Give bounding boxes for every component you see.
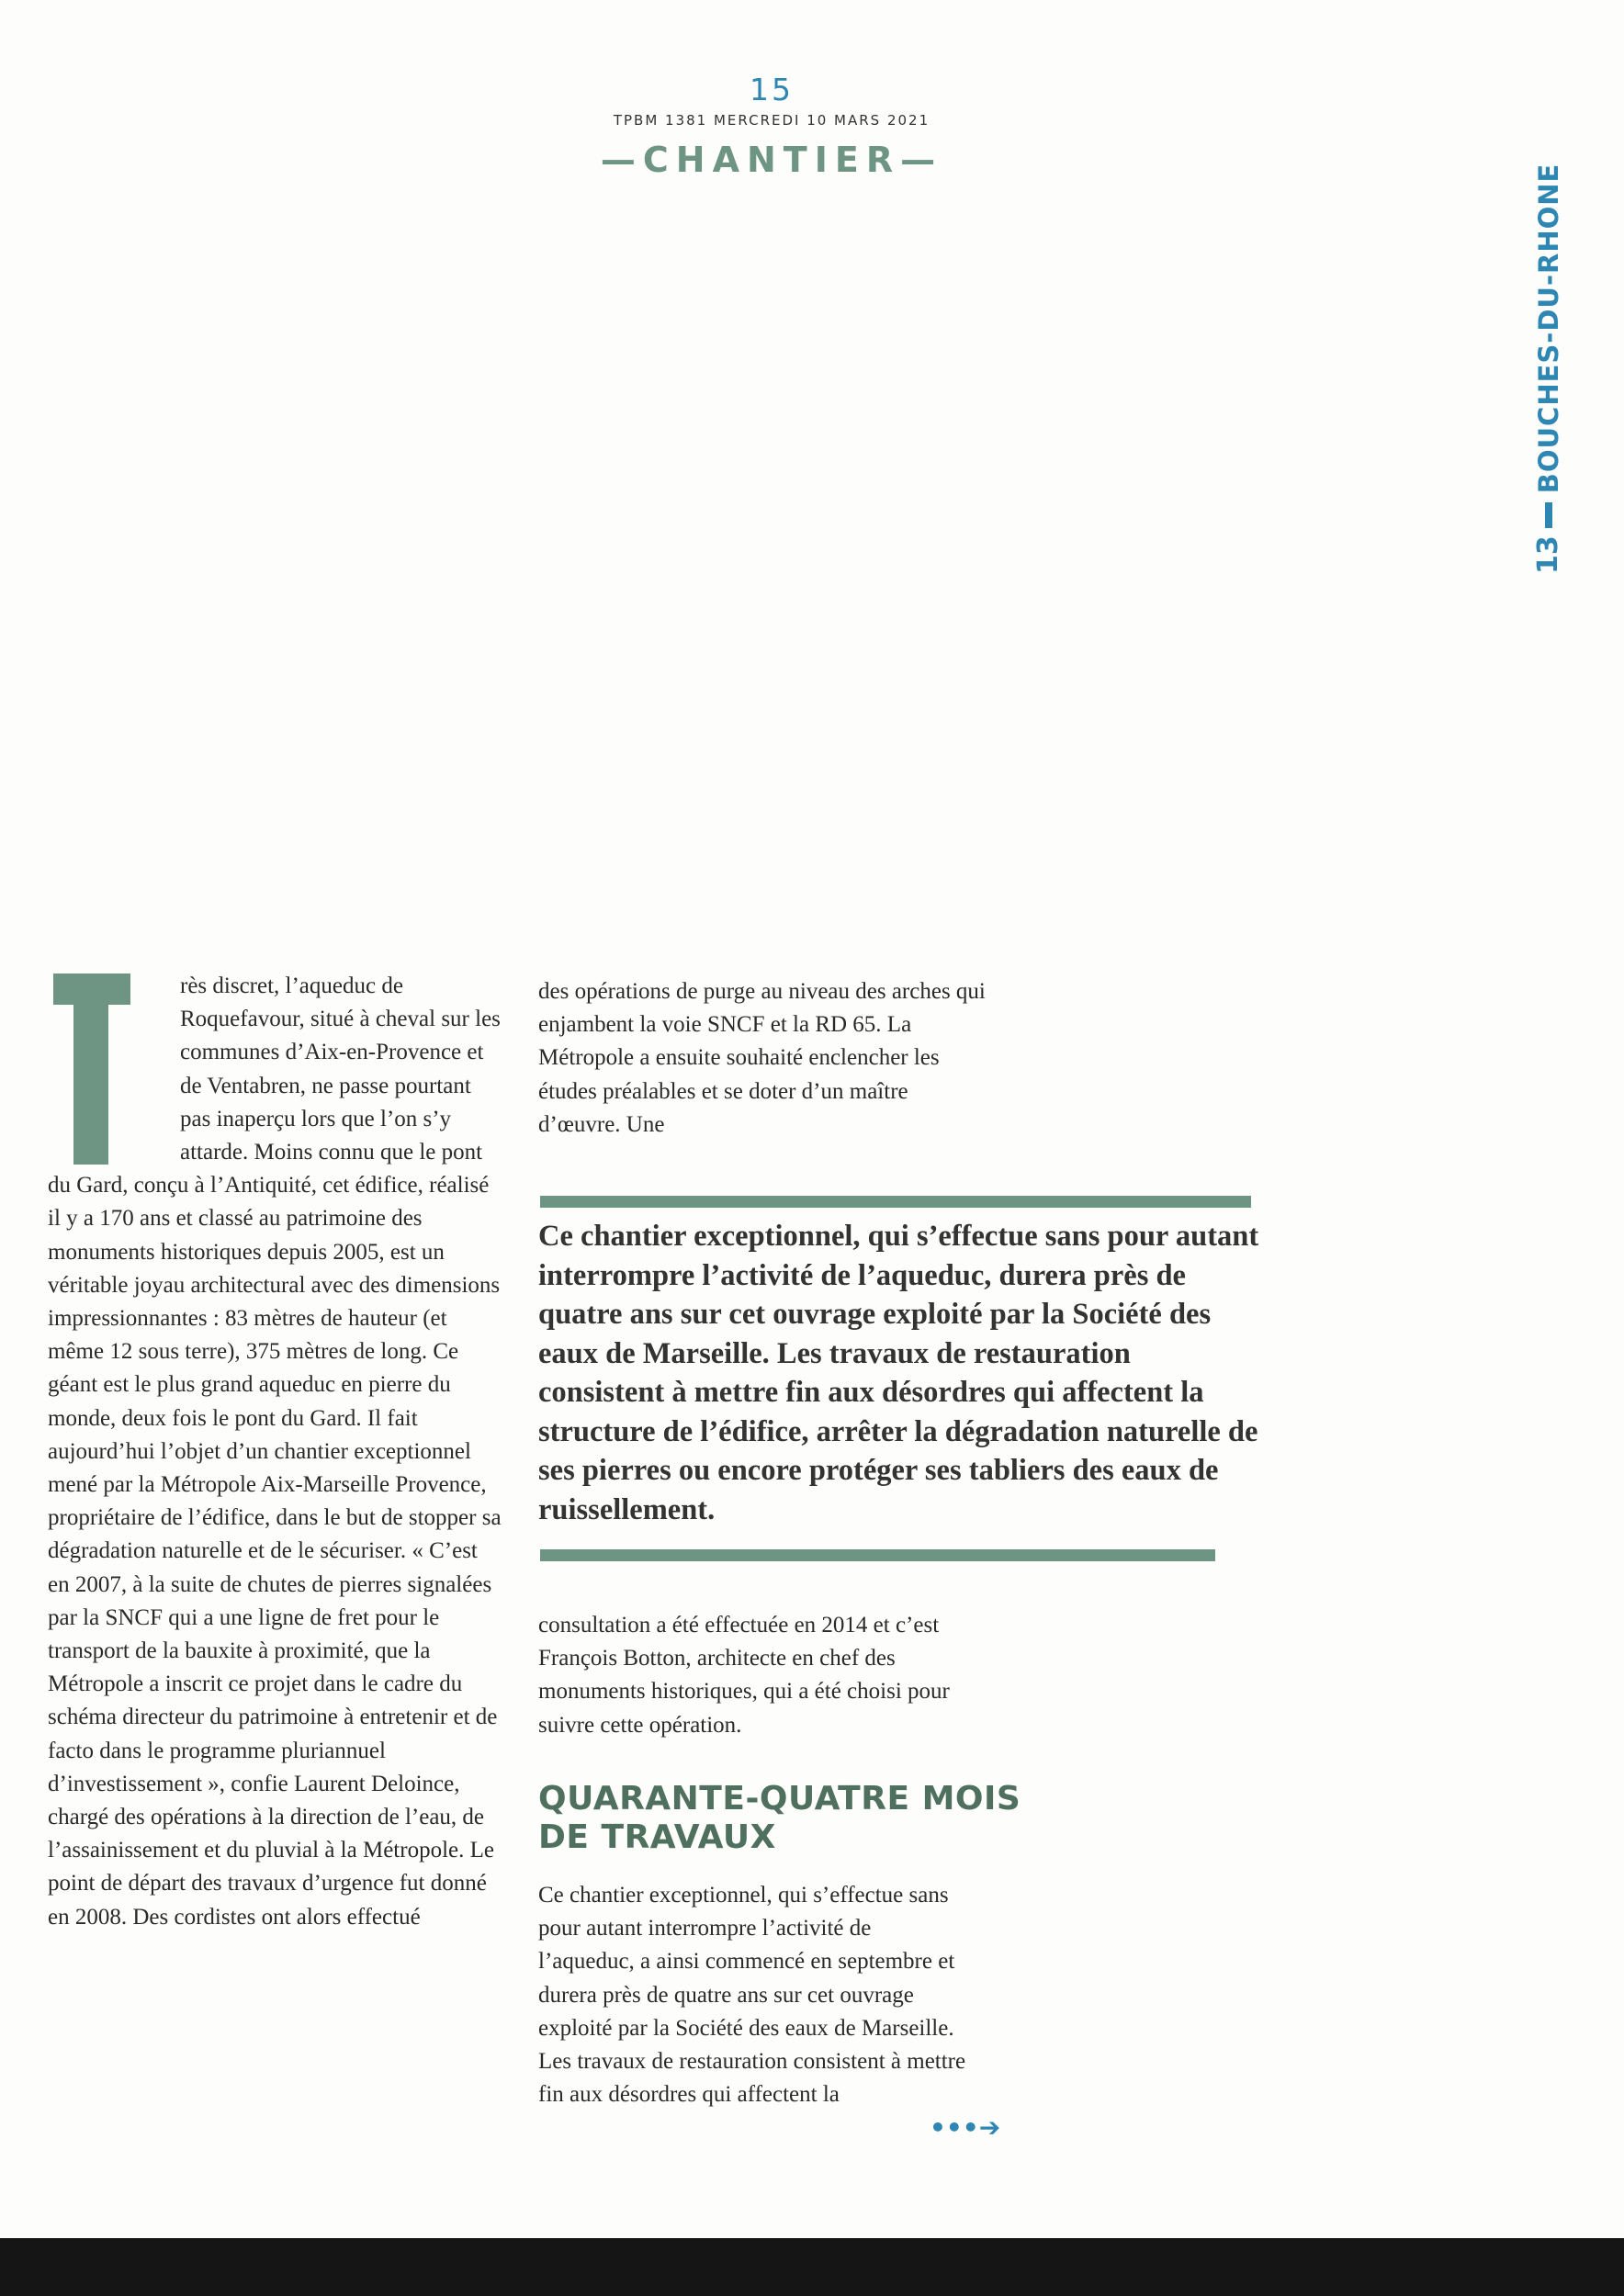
side-tab-number: 13: [1532, 535, 1564, 574]
pull-quote-rule-top: [540, 1196, 1251, 1208]
side-tab: [1532, 163, 1564, 574]
page-number: 15: [750, 72, 794, 107]
issue-line: TPBM 1381 MERCREDI 10 MARS 2021: [613, 112, 930, 129]
dropcap-stem: [73, 974, 108, 1165]
scan-bottom-band: [0, 2238, 1624, 2296]
article-right-bottom: [538, 1879, 970, 2111]
article-left-column: [48, 970, 502, 1934]
left-column-text: rès discret, l’aqueduc de Roquefavour, situé à cheval sur les communes d’Aix-en-Provence et de Ventabren, ne passe pourtant pas inaperçu lors que l’on s’y attarde. Moins connu que le pont du Gard, conçu à l’Antiquité, cet édifice, réalisé il y a 170 ans et classé au patrimoine des monuments historiques depuis 2005, est un véritable joyau architectural avec des dimensions impressionnantes : 83 mètres de hauteur (et même 12 sous terre), 375 mètres de long. Ce géant est le plus grand aqueduc en pierre du monde, deux fois le pont du Gard. Il fait aujourd’hui l’objet d’un chantier exceptionnel mené par la Métropole Aix-Marseille Provence, propriétaire de l’édifice, dans le but de stopper sa dégradation naturelle et de le sécuriser. « C’est en 2007, à la suite de chutes de pierres signalées par la SNCF qui a une ligne de fret pour le transport de la bauxite à proximité, que la Métropole a inscrit ce projet dans le cadre du schéma directeur du patrimoine à entretenir et de facto dans le programme pluriannuel d’investissement », confie Laurent Deloince, chargé des opérations à la direction de l’eau, de l’assainissement et du pluvial à la Métropole. Le point de départ des travaux d’urgence fut donné en 2008. Des cordistes ont alors effectué: [48, 974, 502, 1930]
article-right-mid: [538, 1609, 988, 1742]
side-tab-label: BOUCHES-DU-RHONE: [1532, 163, 1564, 494]
pull-quote: Ce chantier exceptionnel, qui s’effectue sans pour autant interrompre l’activité de l’aqueduc, durera près de quatre ans sur cet ouvrage exploité par la Société des eaux de Marseille. Les travaux de restauration consistent à mettre fin aux désordres qui affectent la structure de l’édifice, arrêter la dégradation naturelle de ses pierres ou encore protéger ses tabliers des eaux de ruissellement.: [538, 1220, 1259, 1526]
section-title: —CHANTIER—: [600, 140, 943, 180]
article-right-top: [538, 975, 988, 1142]
side-tab-bar: [1545, 502, 1552, 528]
right-bottom-text: Ce chantier exceptionnel, qui s’effectue sans pour autant interrompre l’activité de l’aqueduc, a ainsi commencé en septembre et durera près de quatre ans sur cet ouvrage exploité par la Société des eaux de Marseille. Les travaux de restauration consistent à mettre fin aux désordres qui affectent la: [538, 1883, 966, 2108]
pull-quote-rule-bottom: [540, 1549, 1215, 1561]
right-top-text: des opérations de purge au niveau des arches qui enjambent la voie SNCF et la RD 65. La Métropole a ensuite souhaité enclencher les études préalables et se doter d’un maître d’œuvre. Une: [538, 979, 986, 1137]
right-mid-text: consultation a été effectuée en 2014 et c’est François Botton, architecte en chef des monuments historiques, qui a été choisi pour suivre cette opération.: [538, 1613, 950, 1738]
continue-arrow-icon: •••➔: [930, 2112, 1001, 2143]
subhead: QUARANTE-QUATRE MOIS DE TRAVAUX: [538, 1780, 1021, 1856]
dropcap: [53, 974, 130, 1166]
